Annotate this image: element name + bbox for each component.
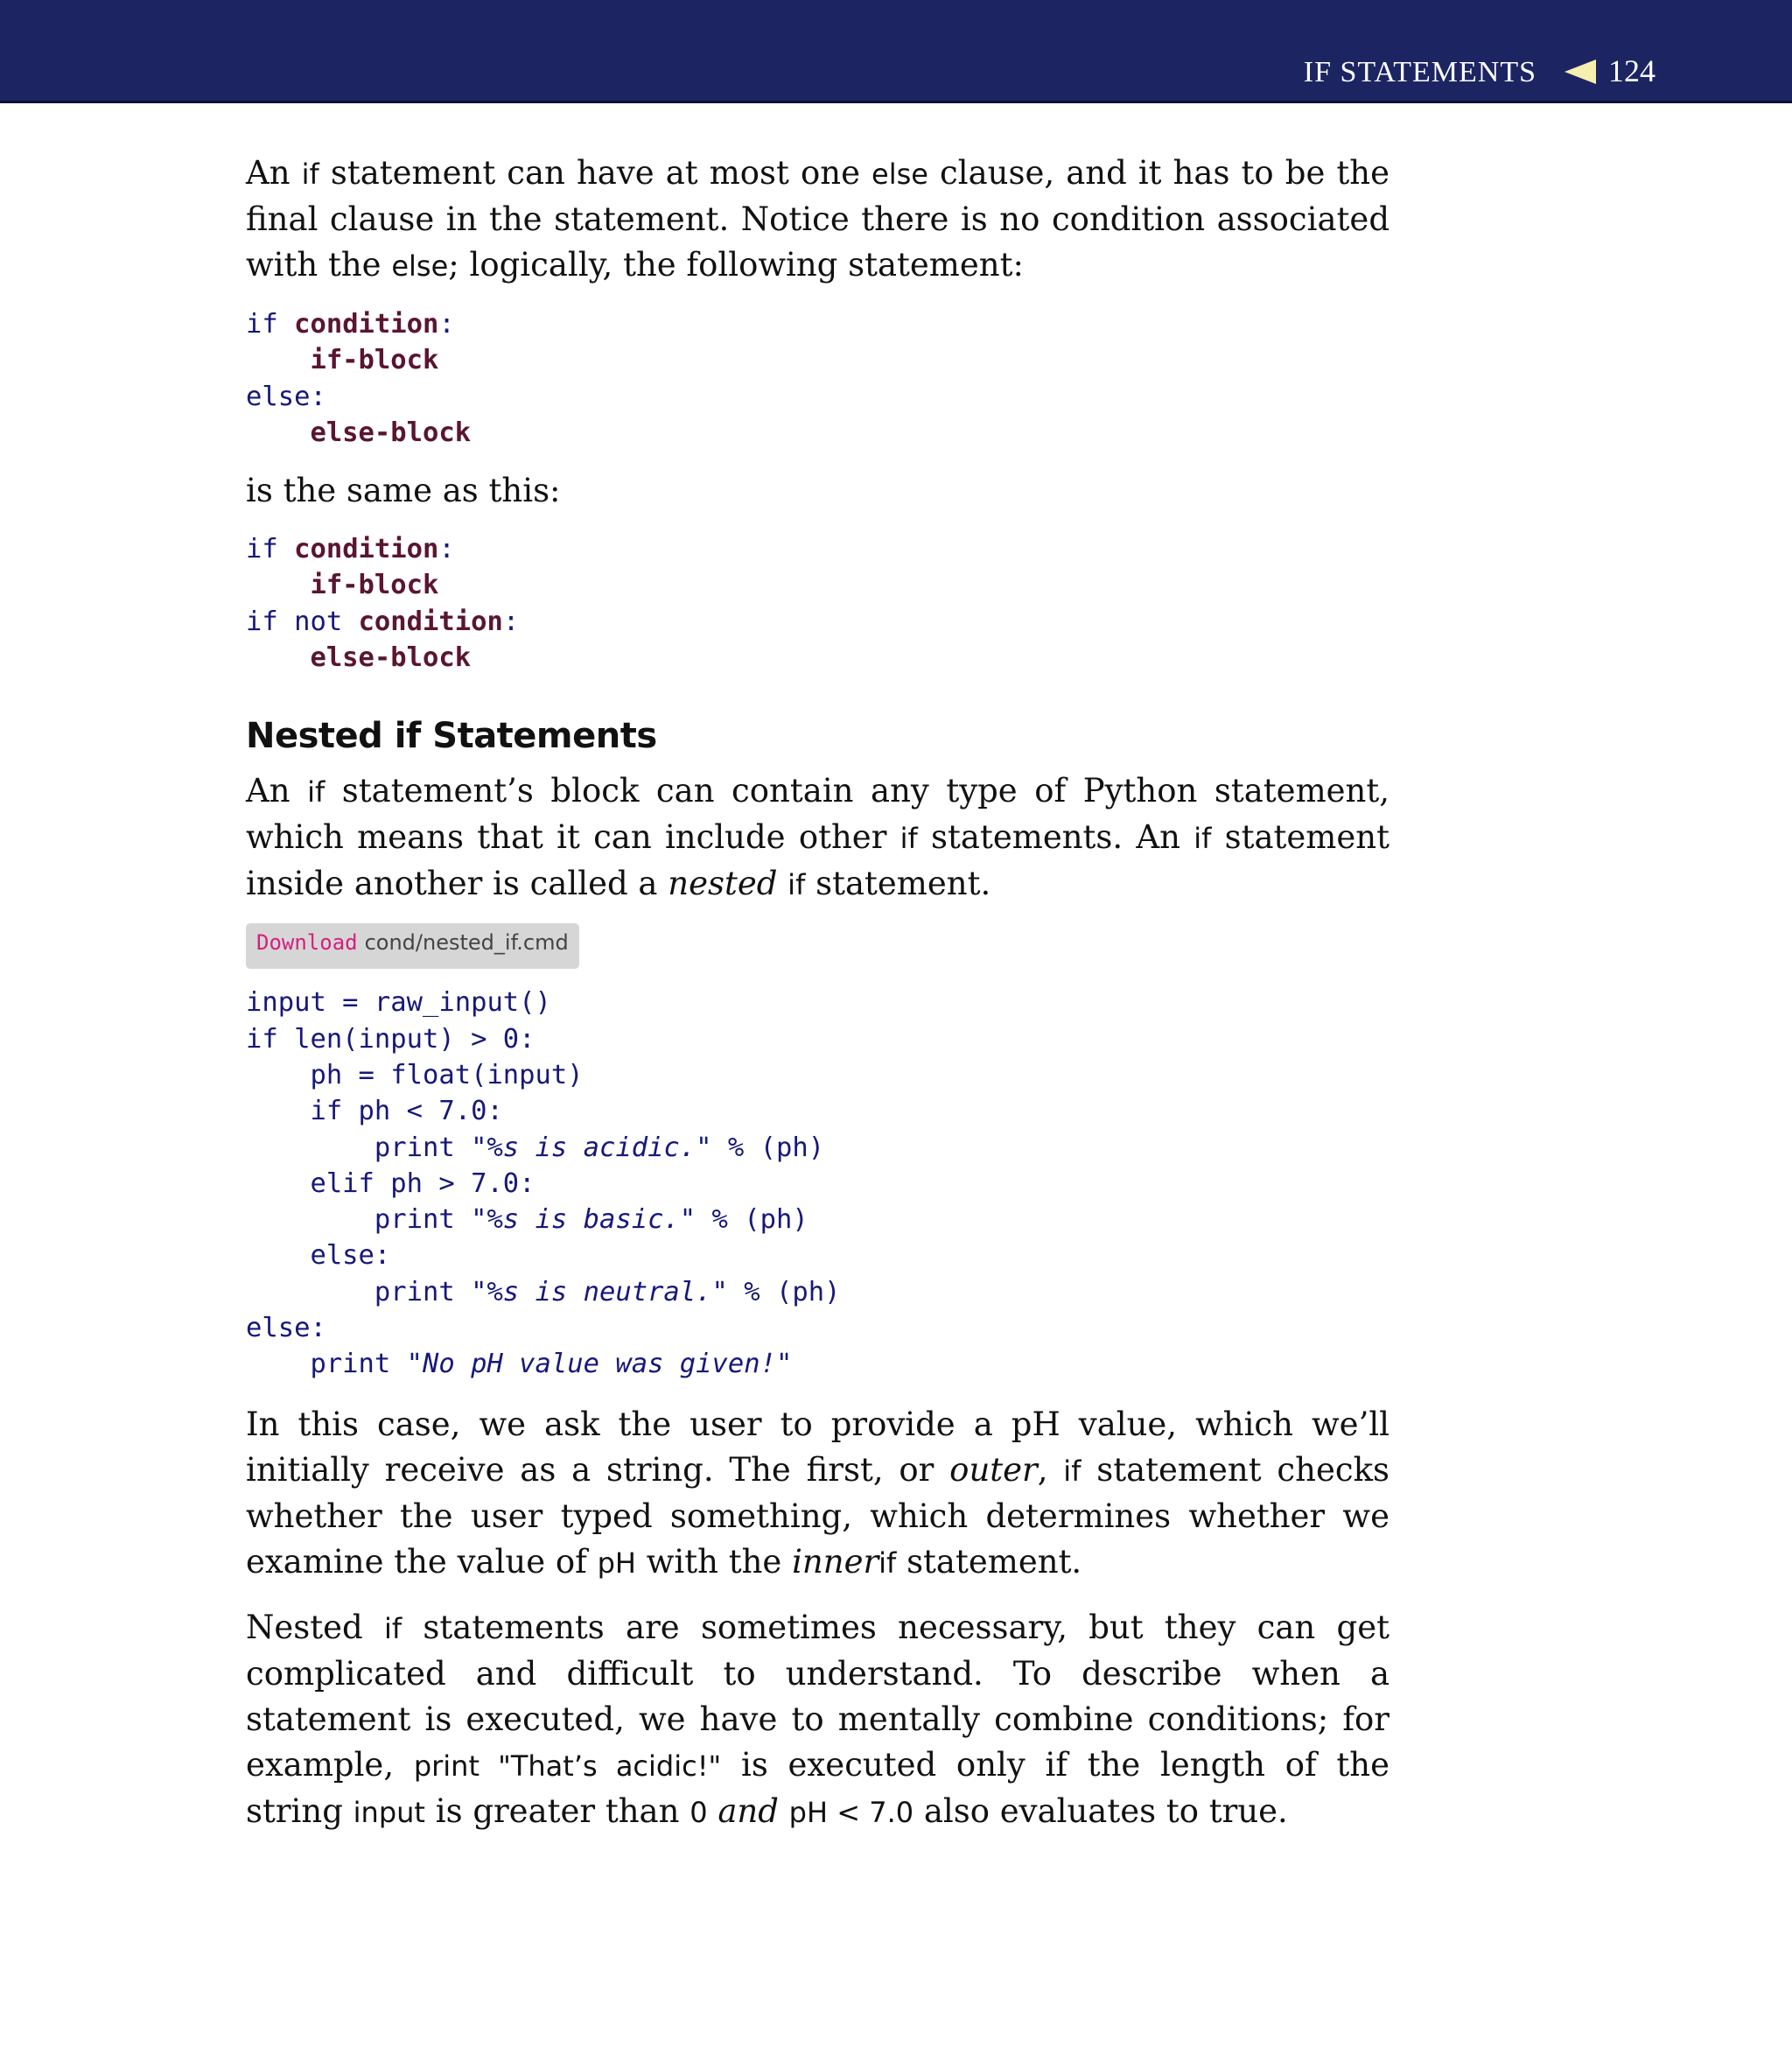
text: statement can have at most one xyxy=(318,154,872,192)
text: statements. An xyxy=(917,818,1194,857)
code-line: print xyxy=(246,1132,472,1163)
code-line: if len(input) > 0: xyxy=(246,1023,536,1055)
inline-code: if xyxy=(878,1546,897,1580)
inline-code: if xyxy=(301,158,319,191)
text: with the xyxy=(635,1542,793,1581)
text: is executed only if the length of the string xyxy=(246,1745,1390,1830)
code-line: % (ph) xyxy=(727,1276,841,1307)
code-line: else: xyxy=(246,1240,391,1272)
text xyxy=(779,1792,789,1830)
text: statement. xyxy=(805,865,991,903)
code-string: "%s is basic." xyxy=(471,1204,696,1236)
text xyxy=(777,865,788,902)
text: also evaluates to true. xyxy=(914,1791,1288,1830)
text: statements are sometimes necessary, but they can get complicated and difficult to understand. To describe when a statement is executed, we have to mentally combine conditions; for example, xyxy=(246,1608,1390,1784)
inline-code: if xyxy=(383,1611,402,1645)
emphasis: outer xyxy=(949,1450,1038,1489)
code-line: if ph < 7.0: xyxy=(246,1096,503,1127)
paragraph-same-as: is the same as this: xyxy=(246,472,561,510)
inline-code: if xyxy=(788,868,806,902)
code-keyword: if xyxy=(246,309,278,340)
back-arrow-icon xyxy=(1564,60,1596,84)
inline-code: 0 xyxy=(690,1795,708,1829)
inline-code: if xyxy=(900,822,918,856)
code-line: % (ph) xyxy=(696,1204,808,1236)
code-variable: if-block xyxy=(310,345,439,376)
section-heading: Nested if Statements xyxy=(246,716,657,757)
code-punct: : xyxy=(438,309,455,340)
inline-code: input xyxy=(353,1795,425,1829)
code-variable: else-block xyxy=(310,642,472,674)
code-line: print xyxy=(246,1204,472,1236)
inline-code: pH < 7.0 xyxy=(788,1795,914,1829)
code-string: "%s is neutral." xyxy=(471,1276,728,1307)
code-line: elif ph > 7.0: xyxy=(246,1167,536,1199)
code-line: ph = float(input) xyxy=(246,1059,584,1090)
page-number: 124 xyxy=(1608,53,1656,88)
code-variable: else-block xyxy=(310,417,472,448)
code-block-if-else xyxy=(246,306,1390,451)
code-line: print xyxy=(246,1276,472,1307)
code-line: print xyxy=(246,1349,407,1380)
code-line: % (ph) xyxy=(711,1132,825,1163)
download-label[interactable]: Download xyxy=(256,930,358,956)
page-content xyxy=(246,151,1390,1835)
download-path[interactable]: cond/nested_if.cmd xyxy=(364,930,569,956)
code-string: "No pH value was given!" xyxy=(406,1349,793,1380)
inline-code: if xyxy=(1063,1454,1082,1488)
page-header-bar xyxy=(0,0,1792,103)
code-variable: condition xyxy=(294,534,439,565)
code-keyword: else: xyxy=(246,381,326,412)
text: clause, and it has to be the final clause in the statement. Notice there is no condition associated with the xyxy=(246,154,1390,284)
code-variable: condition xyxy=(358,606,503,637)
text: statement. xyxy=(896,1542,1082,1581)
text: In this case, we ask the user to provide a pH value, which we’ll initially receive as a string. The first, or xyxy=(246,1405,1390,1489)
text: , xyxy=(1037,1450,1064,1489)
code-punct: : xyxy=(502,606,520,637)
text: An xyxy=(246,154,302,192)
code-variable: if-block xyxy=(310,570,439,601)
paragraph-nested-if xyxy=(246,768,1390,908)
code-keyword: if xyxy=(246,534,278,565)
paragraph-ph-explanation xyxy=(246,1402,1390,1586)
text: Nested xyxy=(246,1608,384,1646)
emphasis: and xyxy=(718,1791,779,1830)
text: statement checks whether the user typed something, which determines whether we examine the value of xyxy=(246,1450,1390,1581)
inline-code: if xyxy=(1194,822,1212,856)
text: An xyxy=(246,772,308,810)
code-block-if-not xyxy=(246,531,1390,676)
text: ; logically, the following statement: xyxy=(448,246,1024,284)
download-link[interactable] xyxy=(246,923,579,969)
code-block-nested-if xyxy=(246,985,1390,1382)
text: is greater than xyxy=(424,1791,690,1830)
running-section-title: IF STATEMENTS xyxy=(1303,56,1536,88)
paragraph-else-clause xyxy=(246,151,1390,289)
text: statement’s block can contain any type of Python statement, which means that it can include other xyxy=(246,772,1390,857)
code-keyword: if not xyxy=(246,606,343,637)
code-line: else: xyxy=(246,1313,326,1344)
emphasis: inner xyxy=(792,1542,879,1581)
emphasis: nested xyxy=(668,865,778,903)
text xyxy=(708,1792,718,1830)
inline-code: else xyxy=(391,249,449,283)
download-bar xyxy=(246,923,1390,969)
code-punct: : xyxy=(438,534,455,565)
paragraph-complexity xyxy=(246,1605,1390,1835)
code-variable: condition xyxy=(294,309,439,340)
inline-code: else xyxy=(872,158,928,191)
code-line: input = raw_input() xyxy=(246,987,551,1019)
inline-code: pH xyxy=(597,1546,636,1580)
code-string: "%s is acidic." xyxy=(471,1132,712,1163)
text: statement inside another is called a xyxy=(246,818,1390,903)
inline-code: print "That’s acidic!" xyxy=(413,1749,722,1783)
inline-code: if xyxy=(307,775,326,810)
